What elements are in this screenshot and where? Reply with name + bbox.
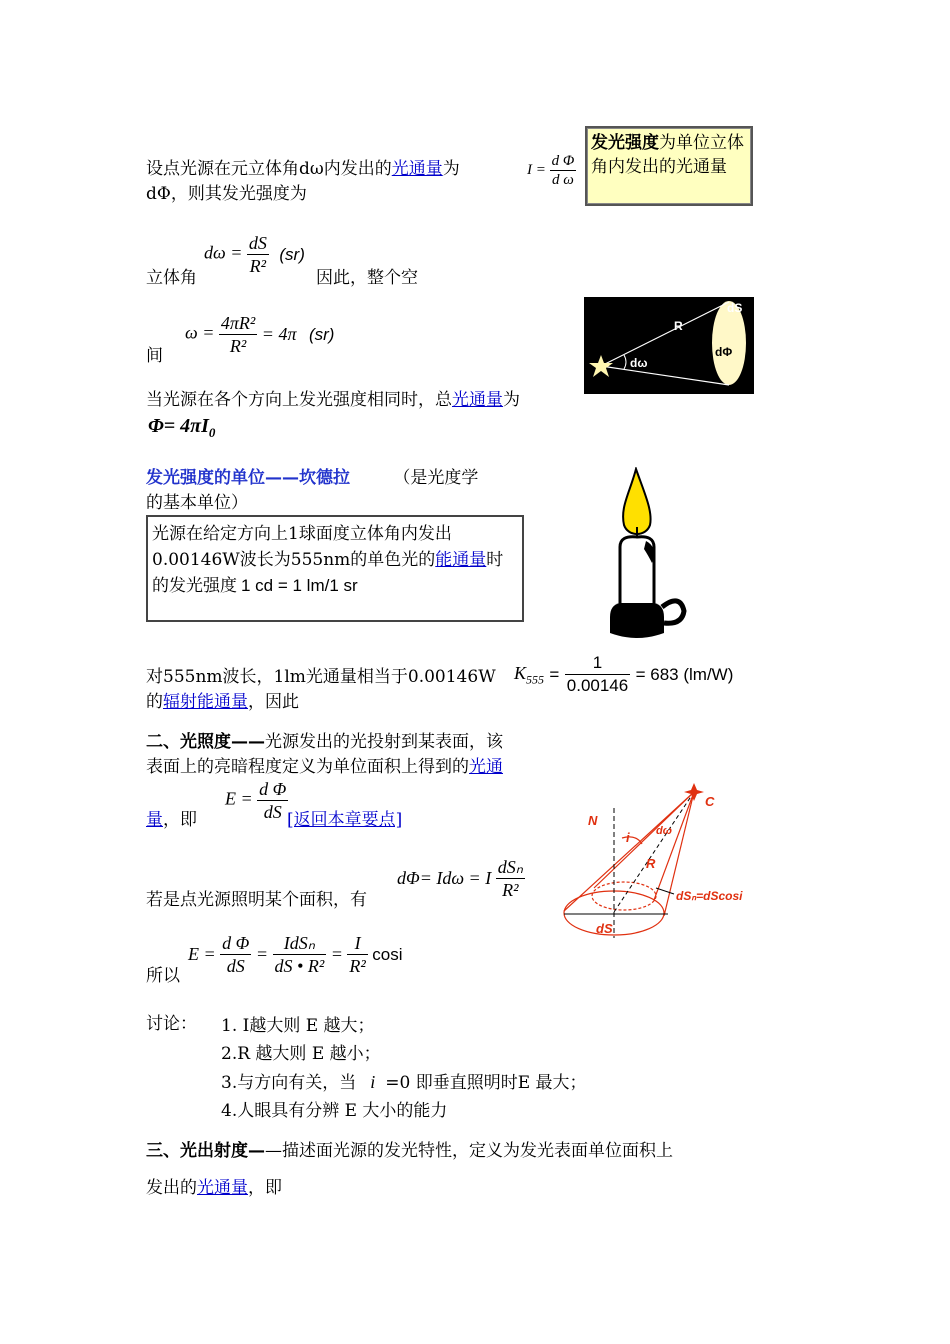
candela-aside-line2: 的基本单位） (146, 493, 248, 513)
back-to-chapter-link[interactable]: [返回本章要点] (287, 810, 403, 830)
figure-label-i: i (626, 830, 630, 845)
so-num3: I (347, 932, 367, 955)
total-angle-rhs: = 4π (261, 324, 297, 344)
intro-paragraph (146, 157, 460, 207)
radiant-flux-link[interactable]: 能通量 (435, 550, 487, 570)
so-num1: d Φ (222, 933, 250, 953)
k555-pre: 的 (146, 692, 163, 712)
intro-text-end: 为 (442, 159, 460, 179)
total-flux-text: 当光源在各个方向上发光强度相同时，总 (146, 390, 452, 410)
discussion-item: 4.人眼具有分辨 E 大小的能力 (221, 1101, 448, 1121)
space-label: 间 (146, 346, 163, 366)
figure-label-dw: dω (656, 825, 672, 837)
so-den1: dS (226, 956, 245, 976)
formula-lhs: I (527, 161, 532, 178)
candela-box-line2: 0.00146W波长为555nm的单色光的 (152, 550, 436, 570)
illuminance-figure (556, 778, 756, 940)
so-label: 所以 (146, 966, 180, 986)
figure-label-dphi: dΦ (715, 345, 733, 359)
k555-den: 0.00146 (566, 676, 629, 695)
k555-num: 1 (565, 652, 630, 675)
so-tail: cosi (372, 945, 403, 964)
radiant-energy-flux-link[interactable]: 辐射能通量 (163, 692, 248, 712)
intensity-definition-note (585, 126, 753, 206)
solid-angle-cone-figure (584, 297, 754, 394)
point-source-lhs: dΦ= Idω = I (397, 868, 492, 888)
figure-label-r: R (646, 856, 656, 871)
total-flux-formula: Φ= 4πI (148, 415, 209, 437)
discussion-item-3-end: =0 即垂直照明时E 最大； (385, 1073, 587, 1093)
total-flux-end: 为 (503, 390, 520, 410)
point-source-num: dSₙ (497, 857, 523, 877)
illuminance-line3 (146, 808, 197, 833)
k555-end: ，因此 (248, 692, 299, 712)
cone-inner-left (594, 792, 694, 888)
holder-handle (662, 601, 684, 623)
luminous-flux-link[interactable]: 光通量 (391, 159, 443, 179)
so-num2: IdSₙ (273, 932, 327, 955)
candela-box-line3: 的发光强度 (152, 576, 237, 596)
figure-label-ds: dS (727, 301, 743, 315)
total-angle-unit: (sr) (308, 325, 335, 344)
discussion-item: 1. I越大则 E 越大； (221, 1016, 375, 1036)
total-angle-lhs: ω (185, 322, 198, 343)
discussion-list (221, 1012, 587, 1125)
formula-point-source (397, 856, 525, 901)
k555-paragraph (146, 665, 496, 715)
candela-heading: 发光强度的单位——坎德拉 (146, 468, 350, 488)
candle-holder (610, 603, 664, 638)
discussion-item-3-var: i (370, 1072, 376, 1092)
total-flux-paragraph (146, 388, 520, 413)
formula-solid-angle: dω = $\frac{dS}{\text{R²}}$ (sr) (204, 233, 305, 276)
figure-label-dsn: dSₙ=dScosi (676, 889, 743, 903)
illuminance-den: dS (263, 802, 282, 822)
discussion-label: 讨论： (146, 1014, 197, 1034)
k555-rhs: = 683 (lm/W) (635, 665, 734, 684)
figure-label-n: N (588, 813, 598, 828)
illuminance-heading: 二、光照度—— (146, 732, 265, 752)
solid-angle-num: dS (248, 233, 267, 253)
k555-lhs: K (514, 663, 527, 683)
exitance-text2-end: ，即 (248, 1178, 282, 1198)
k555-text: 对555nm波长，1lm光通量相当于0.00146W (146, 667, 496, 687)
solid-angle-unit: (sr) (279, 245, 305, 264)
flame-icon (623, 469, 651, 534)
solid-angle-den: R² (249, 256, 267, 276)
discussion-item-3-text: 3.与方向有关，当 (221, 1073, 357, 1093)
dsn-pointer (656, 888, 674, 894)
discussion-item-3 (221, 1068, 587, 1097)
formula-numerator: d Φ (551, 153, 575, 169)
exitance-text1: —描述面光源的发光特性，定义为发光表面单位面积上 (265, 1141, 673, 1161)
point-source-text: 若是点光源照明某个面积，有 (146, 890, 367, 910)
illuminance-paragraph (146, 730, 556, 780)
candela-aside: （是光度学 (393, 468, 479, 488)
illuminance-text2: 表面上的亮暗程度定义为单位面积上得到的 (146, 757, 469, 777)
figure-label-c: C (705, 794, 715, 809)
total-angle-num: 4πR² (220, 313, 256, 333)
formula-so: E = $\frac{\text{d Φ}}{dS}$ = $\frac{\text{IdSₙ}}{\text{dS • R²}}$ = $\frac{I}{\text{R²}}$ cosi (188, 933, 403, 976)
candela-box-formula: 1 cd = 1 lm/1 sr (241, 576, 358, 595)
candle-figure (600, 467, 688, 643)
formula-denominator: d ω (552, 172, 574, 188)
formula-illuminance: E = $\frac{\text{d Φ}}{dS}$ (225, 779, 287, 822)
exitance-heading: 三、光出射度— (146, 1141, 265, 1161)
exitance-flux-link[interactable]: 光通量 (197, 1178, 248, 1198)
candela-definition-box (146, 515, 524, 622)
solid-angle-label: 立体角 (146, 268, 197, 288)
total-flux-sub: 0 (208, 425, 216, 440)
figure-label-ds: dS (596, 921, 613, 936)
cone-inner-right (654, 792, 694, 900)
exitance-text2-pre: 发出的 (146, 1178, 197, 1198)
total-flux-link[interactable]: 光通量 (452, 390, 503, 410)
illuminance-flux-link-cont[interactable]: 量 (146, 810, 163, 830)
solid-angle-after: 因此，整个空 (316, 268, 418, 288)
note-bold-term: 发光强度 (591, 133, 659, 153)
exitance-paragraph (146, 1133, 673, 1207)
figure-label-r: R (674, 319, 683, 333)
formula-k555: $K_{555}$ = $\frac{1}{0.00146}$ = 683 (lm/W) (514, 653, 734, 695)
illuminance-lhs: E (225, 788, 236, 809)
illuminance-text1: 光源发出的光投射到某表面，该 (265, 732, 503, 752)
candela-heading-line (146, 466, 478, 491)
intro-text-line2: dΦ，则其发光强度为 (146, 184, 307, 204)
so-den2: dS • R² (274, 956, 325, 976)
figure-label-domega: dω (630, 356, 648, 370)
k555-sub: 555 (526, 672, 545, 687)
so-den3: R² (349, 956, 366, 976)
so-lhs: E (188, 944, 199, 964)
total-angle-den: R² (229, 336, 247, 356)
solid-angle-lhs: dω (204, 242, 226, 263)
formula-intensity: I = $\frac{\text{d Φ}}{\text{d ω}}$ (527, 153, 575, 188)
illuminance-num: d Φ (259, 779, 287, 799)
illuminance-after: ，即 (163, 810, 197, 830)
candela-box-line2-end: 时 (486, 550, 504, 570)
cone-left-edge (564, 792, 694, 911)
formula-total-solid-angle: ω = $\frac{\text{4πR²}}{\text{R²}}$ = 4π (sr) (185, 313, 335, 356)
candela-box-line1: 光源在给定方向上1球面度立体角内发出 (152, 524, 452, 544)
discussion-item: 2.R 越大则 E 越小； (221, 1044, 381, 1064)
note-text: 为单位立体角内发出的光通量 (591, 133, 744, 177)
intro-text: 设点光源在元立体角dω内发出的 (146, 159, 392, 179)
point-source-den: R² (502, 880, 519, 900)
illuminance-flux-link[interactable]: 光通 (469, 757, 503, 777)
formula-total-flux (148, 414, 215, 445)
